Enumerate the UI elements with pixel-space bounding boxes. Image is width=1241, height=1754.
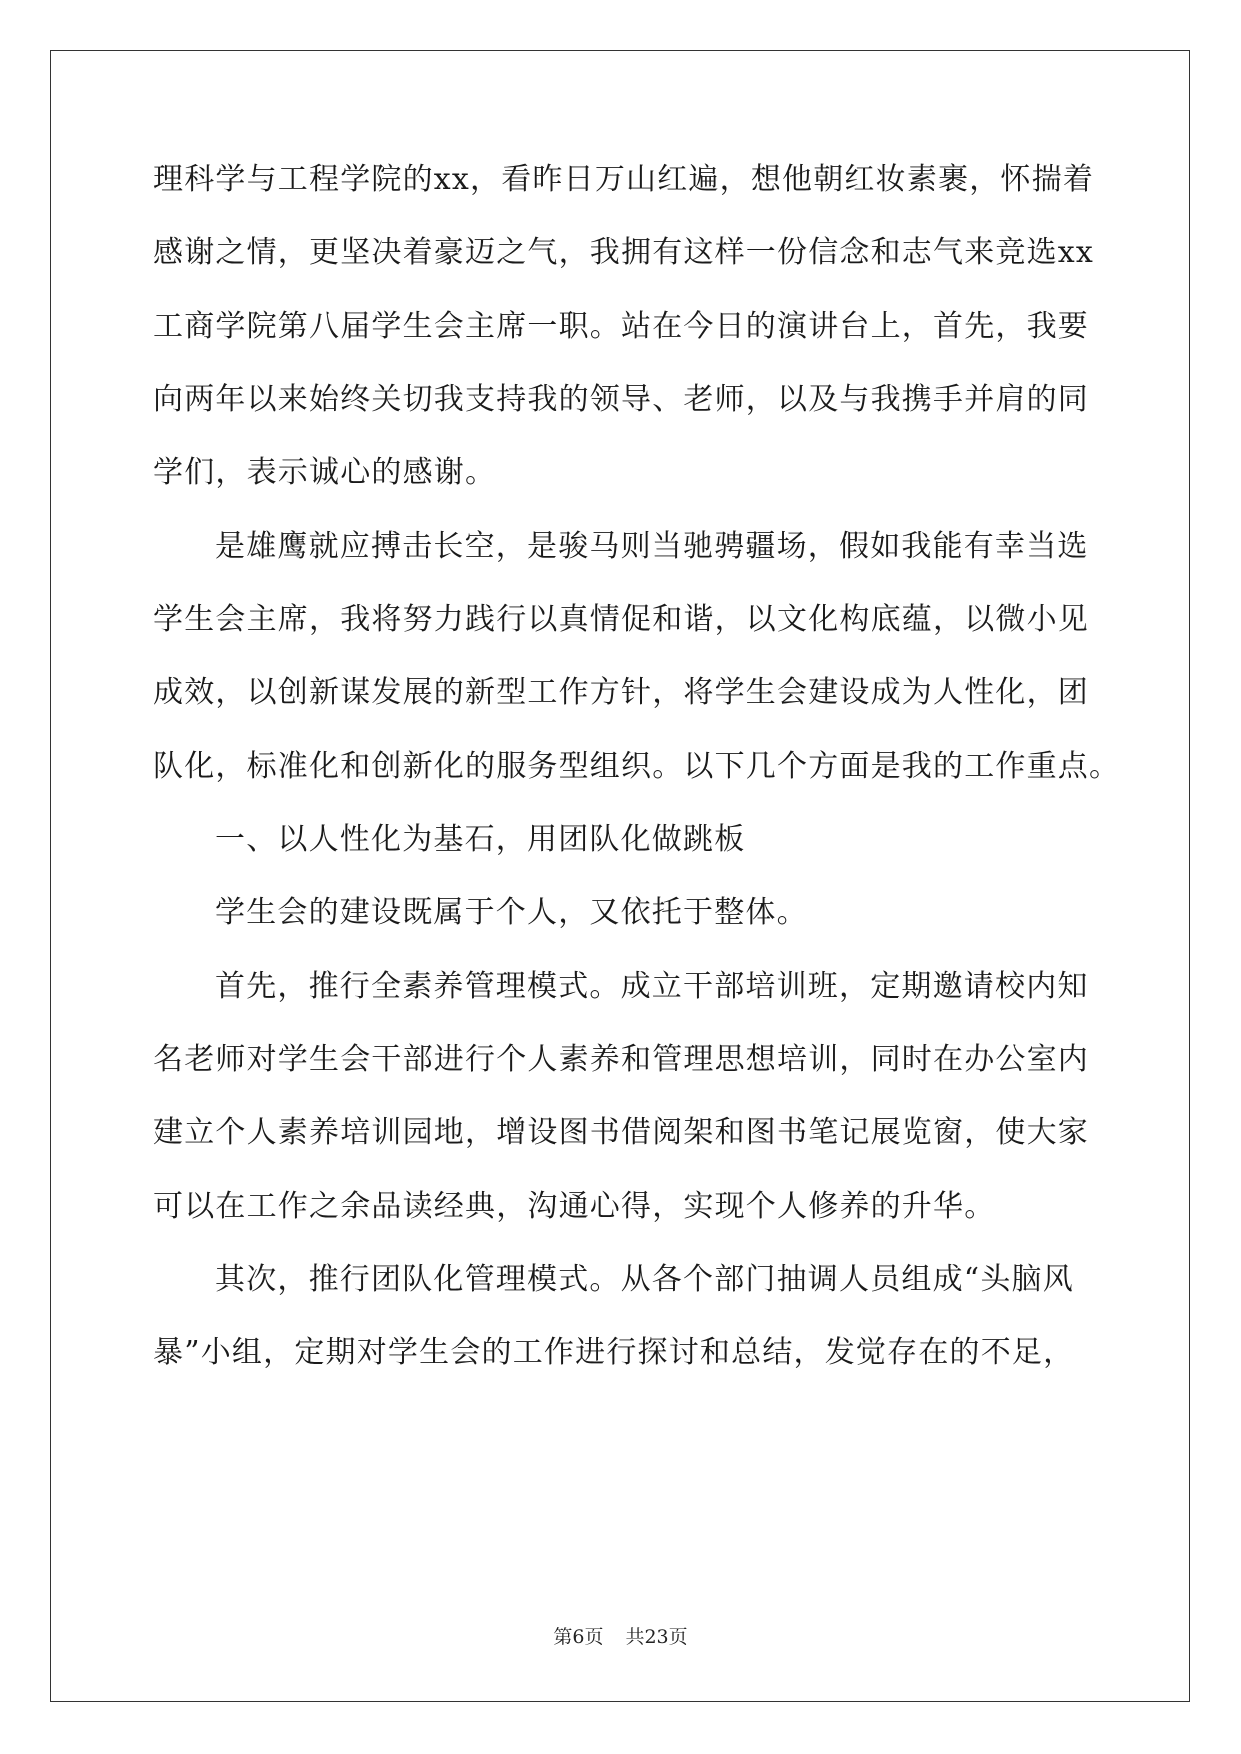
paragraph-first-line: 学生会的建设既属于个人，又依托于整体。 [215, 895, 808, 930]
page-number: 第6页 [553, 1626, 604, 1648]
paragraph-first-line: 其次，推行团队化管理模式。从各个部门抽调人员组成“头脑风 [215, 1262, 1074, 1297]
text-line: 成效，以创新谋发展的新型工作方针，将学生会建设成为人性化，团 [153, 675, 1089, 710]
paragraph-first-line: 首先，推行全素养管理模式。成立干部培训班，定期邀请校内知 [215, 969, 1089, 1004]
text-line: 向两年以来始终关切我支持我的领导、老师，以及与我携手并肩的同 [153, 382, 1089, 417]
page-total: 共23页 [625, 1626, 688, 1648]
text-line: 感谢之情，更坚决着豪迈之气，我拥有这样一份信念和志气来竞选xx [153, 235, 1095, 270]
section-heading: 一、以人性化为基石，用团队化做跳板 [215, 822, 746, 857]
text-line: 学们，表示诚心的感谢。 [153, 455, 497, 490]
text-line: 学生会主席，我将努力践行以真情促和谐，以文化构底蕴，以微小见 [153, 602, 1089, 637]
text-line: 名老师对学生会干部进行个人素养和管理思想培训，同时在办公室内 [153, 1042, 1089, 1077]
text-line: 理科学与工程学院的xx，看昨日万山红遍，想他朝红妆素裹，怀揣着 [153, 162, 1095, 197]
page-footer [0, 1624, 1241, 1650]
text-line: 可以在工作之余品读经典，沟通心得，实现个人修养的升华。 [153, 1189, 996, 1224]
paragraph-first-line: 是雄鹰就应搏击长空，是骏马则当驰骋疆场，假如我能有幸当选 [215, 529, 1089, 564]
text-line: 队化，标准化和创新化的服务型组织。以下几个方面是我的工作重点。 [153, 749, 1121, 784]
text-line: 暴”小组，定期对学生会的工作进行探讨和总结，发觉存在的不足， [153, 1335, 1075, 1370]
text-line: 建立个人素养培训园地，增设图书借阅架和图书笔记展览窗，使大家 [153, 1115, 1089, 1150]
text-line: 工商学院第八届学生会主席一职。站在今日的演讲台上，首先，我要 [153, 309, 1089, 344]
page-border [50, 50, 1190, 1702]
